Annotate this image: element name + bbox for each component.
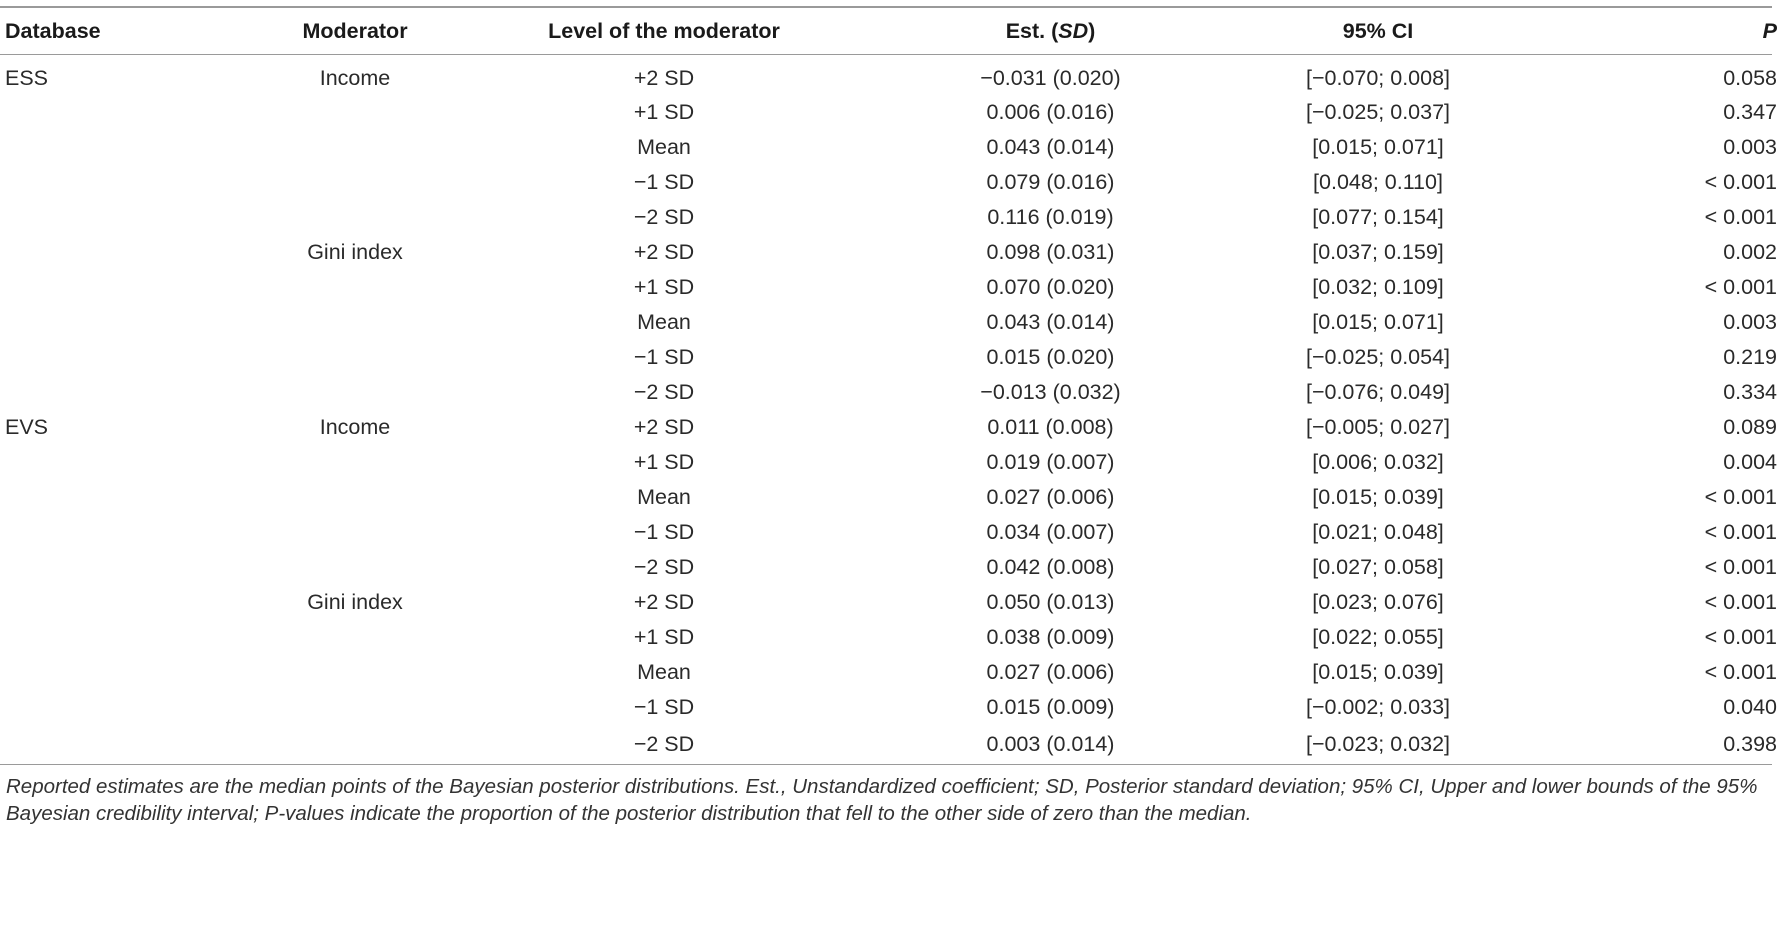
- cell-p-value: < 0.001: [1704, 520, 1777, 544]
- results-table: [0, 8, 1790, 54]
- table-row: [0, 410, 1782, 445]
- table-row: [0, 95, 1782, 130]
- cell-p-value: 0.040: [1723, 695, 1777, 719]
- cell-estimate: 0.027 (0.006): [986, 660, 1115, 684]
- table-row: [0, 270, 1782, 305]
- cell-moderator: [255, 480, 455, 515]
- table-row: [0, 620, 1782, 655]
- table-row: [0, 130, 1782, 165]
- cell-moderator: Gini index: [307, 590, 403, 614]
- cell-ci: [−0.070; 0.008]: [1305, 65, 1451, 90]
- cell-database: [0, 585, 255, 620]
- table-row: [0, 165, 1782, 200]
- cell-level: −1 SD: [633, 520, 695, 544]
- header-estimate: [873, 8, 1228, 54]
- header-est-prefix: Est. (: [1005, 18, 1059, 43]
- cell-level: −1 SD: [633, 345, 695, 369]
- cell-p-value: < 0.001: [1704, 555, 1777, 579]
- cell-level: +1 SD: [633, 275, 695, 299]
- cell-database: [0, 690, 255, 725]
- cell-moderator: Income: [319, 415, 391, 439]
- cell-p-value: 0.058: [1723, 65, 1777, 90]
- cell-estimate: 0.043 (0.014): [986, 310, 1115, 334]
- table-row: [0, 305, 1782, 340]
- table-row: [0, 375, 1782, 410]
- cell-ci: [−0.023; 0.032]: [1305, 732, 1451, 756]
- cell-database: [0, 375, 255, 410]
- cell-estimate: 0.015 (0.009): [986, 695, 1115, 719]
- cell-estimate: −0.031 (0.020): [980, 65, 1121, 90]
- cell-ci: [0.027; 0.058]: [1312, 555, 1444, 579]
- cell-database: [0, 130, 255, 165]
- table-row: [0, 515, 1782, 550]
- cell-moderator: [255, 445, 455, 480]
- header-p: [1528, 8, 1790, 54]
- cell-level: Mean: [637, 135, 691, 159]
- table-row: [0, 550, 1782, 585]
- cell-ci: [0.037; 0.159]: [1312, 240, 1444, 264]
- cell-estimate: 0.011 (0.008): [987, 415, 1114, 439]
- cell-ci: [−0.002; 0.033]: [1305, 695, 1451, 719]
- cell-level: Mean: [637, 660, 691, 684]
- cell-ci: [0.015; 0.071]: [1312, 310, 1444, 334]
- header-est-suffix: ): [1088, 18, 1096, 43]
- cell-database: [0, 340, 255, 375]
- cell-ci: [0.015; 0.071]: [1312, 135, 1444, 159]
- cell-database: [0, 165, 255, 200]
- cell-ci: [−0.025; 0.037]: [1305, 100, 1451, 124]
- cell-p-value: 0.089: [1723, 415, 1777, 439]
- header-ci: 95% CI: [1342, 18, 1414, 43]
- cell-database: [0, 445, 255, 480]
- header-moderator: Moderator: [302, 18, 408, 43]
- table-row: [0, 725, 1782, 764]
- header-p-label: P: [1762, 18, 1777, 43]
- cell-p-value: < 0.001: [1704, 485, 1777, 509]
- cell-estimate: 0.079 (0.016): [986, 170, 1115, 194]
- cell-estimate: 0.027 (0.006): [986, 485, 1115, 509]
- table-row: [0, 655, 1782, 690]
- cell-estimate: 0.070 (0.020): [986, 275, 1115, 299]
- cell-estimate: 0.003 (0.014): [986, 732, 1115, 756]
- cell-p-value: < 0.001: [1704, 205, 1777, 229]
- cell-ci: [0.032; 0.109]: [1312, 275, 1444, 299]
- cell-level: −2 SD: [633, 732, 695, 756]
- cell-p-value: 0.004: [1723, 450, 1777, 474]
- table-row: [0, 480, 1782, 515]
- cell-moderator: [255, 200, 455, 235]
- cell-ci: [0.022; 0.055]: [1312, 625, 1444, 649]
- cell-database: [0, 270, 255, 305]
- cell-moderator: [255, 270, 455, 305]
- cell-level: +1 SD: [633, 450, 695, 474]
- cell-ci: [0.023; 0.076]: [1312, 590, 1444, 614]
- cell-moderator: Income: [319, 65, 391, 90]
- cell-moderator: [255, 550, 455, 585]
- table-row: [0, 585, 1782, 620]
- cell-database: [0, 655, 255, 690]
- cell-moderator: [255, 655, 455, 690]
- cell-level: +2 SD: [633, 65, 695, 90]
- cell-estimate: 0.006 (0.016): [986, 100, 1115, 124]
- cell-level: −2 SD: [633, 205, 695, 229]
- cell-estimate: 0.015 (0.020): [986, 345, 1115, 369]
- cell-ci: [0.048; 0.110]: [1313, 170, 1443, 194]
- cell-database: [0, 480, 255, 515]
- table-row: [0, 445, 1782, 480]
- cell-moderator: [255, 305, 455, 340]
- cell-moderator: [255, 620, 455, 655]
- cell-ci: [0.015; 0.039]: [1312, 660, 1444, 684]
- cell-p-value: < 0.001: [1704, 660, 1777, 684]
- cell-level: −1 SD: [633, 170, 695, 194]
- table-footnote: Reported estimates are the median points of the Bayesian posterior distributions. Est., Unstandardized coefficient; SD, Posterior standard deviation; 95% CI, Upper and lower bounds of the 95% Bayesian credibility interval; P-values indicate the proportion of the posterior distribution that fell to the other side of zero than the median.: [6, 775, 1758, 825]
- cell-p-value: 0.334: [1723, 380, 1777, 404]
- cell-p-value: 0.398: [1723, 732, 1777, 756]
- table-row: [0, 690, 1782, 725]
- cell-estimate: 0.098 (0.031): [986, 240, 1115, 264]
- header-est-sd: SD: [1058, 18, 1089, 43]
- cell-estimate: 0.019 (0.007): [986, 450, 1115, 474]
- header-level: Level of the moderator: [548, 18, 780, 43]
- cell-estimate: 0.043 (0.014): [986, 135, 1115, 159]
- cell-p-value: 0.219: [1723, 345, 1777, 369]
- table-row: [0, 200, 1782, 235]
- results-table-container: [0, 6, 1777, 827]
- cell-database: [0, 515, 255, 550]
- cell-p-value: 0.347: [1723, 100, 1777, 124]
- cell-database: [0, 725, 255, 764]
- cell-level: +2 SD: [633, 240, 695, 264]
- cell-database: ESS: [5, 65, 49, 90]
- table-header: [0, 8, 1790, 54]
- cell-ci: [−0.025; 0.054]: [1305, 345, 1451, 369]
- table-row: [0, 340, 1782, 375]
- table-body: [0, 55, 1782, 764]
- cell-moderator: [255, 725, 455, 764]
- cell-estimate: 0.050 (0.013): [986, 590, 1115, 614]
- cell-estimate: −0.013 (0.032): [980, 380, 1121, 404]
- cell-p-value: < 0.001: [1704, 275, 1777, 299]
- cell-level: −2 SD: [633, 380, 695, 404]
- cell-moderator: [255, 165, 455, 200]
- cell-level: +1 SD: [633, 625, 695, 649]
- header-database: Database: [5, 18, 101, 43]
- cell-database: [0, 620, 255, 655]
- cell-estimate: 0.116 (0.019): [987, 205, 1114, 229]
- cell-moderator: [255, 95, 455, 130]
- cell-level: −1 SD: [633, 695, 695, 719]
- cell-p-value: 0.002: [1723, 240, 1777, 264]
- cell-estimate: 0.042 (0.008): [986, 555, 1115, 579]
- cell-estimate: 0.034 (0.007): [986, 520, 1115, 544]
- cell-p-value: < 0.001: [1704, 170, 1777, 194]
- cell-moderator: [255, 515, 455, 550]
- cell-ci: [0.021; 0.048]: [1312, 520, 1444, 544]
- cell-ci: [0.077; 0.154]: [1312, 205, 1444, 229]
- cell-database: [0, 200, 255, 235]
- cell-moderator: [255, 690, 455, 725]
- cell-level: Mean: [637, 310, 691, 334]
- cell-ci: [0.006; 0.032]: [1312, 450, 1444, 474]
- header-row: [0, 8, 1790, 54]
- cell-moderator: [255, 130, 455, 165]
- cell-level: −2 SD: [633, 555, 695, 579]
- cell-moderator: [255, 375, 455, 410]
- cell-level: +2 SD: [633, 590, 695, 614]
- cell-estimate: 0.038 (0.009): [986, 625, 1115, 649]
- cell-level: Mean: [637, 485, 691, 509]
- cell-database: [0, 305, 255, 340]
- cell-moderator: [255, 340, 455, 375]
- results-table-body: [0, 55, 1782, 764]
- cell-ci: [0.015; 0.039]: [1312, 485, 1444, 509]
- cell-database: [0, 95, 255, 130]
- table-row: [0, 55, 1782, 95]
- table-row: [0, 235, 1782, 270]
- cell-level: +1 SD: [633, 100, 695, 124]
- cell-database: [0, 550, 255, 585]
- cell-p-value: 0.003: [1723, 135, 1777, 159]
- cell-database: [0, 235, 255, 270]
- cell-level: +2 SD: [633, 415, 695, 439]
- cell-p-value: < 0.001: [1704, 590, 1777, 614]
- cell-p-value: < 0.001: [1704, 625, 1777, 649]
- cell-ci: [−0.005; 0.027]: [1305, 415, 1451, 439]
- cell-ci: [−0.076; 0.049]: [1305, 380, 1451, 404]
- cell-database: EVS: [5, 415, 49, 439]
- cell-p-value: 0.003: [1723, 310, 1777, 334]
- cell-moderator: Gini index: [307, 240, 403, 264]
